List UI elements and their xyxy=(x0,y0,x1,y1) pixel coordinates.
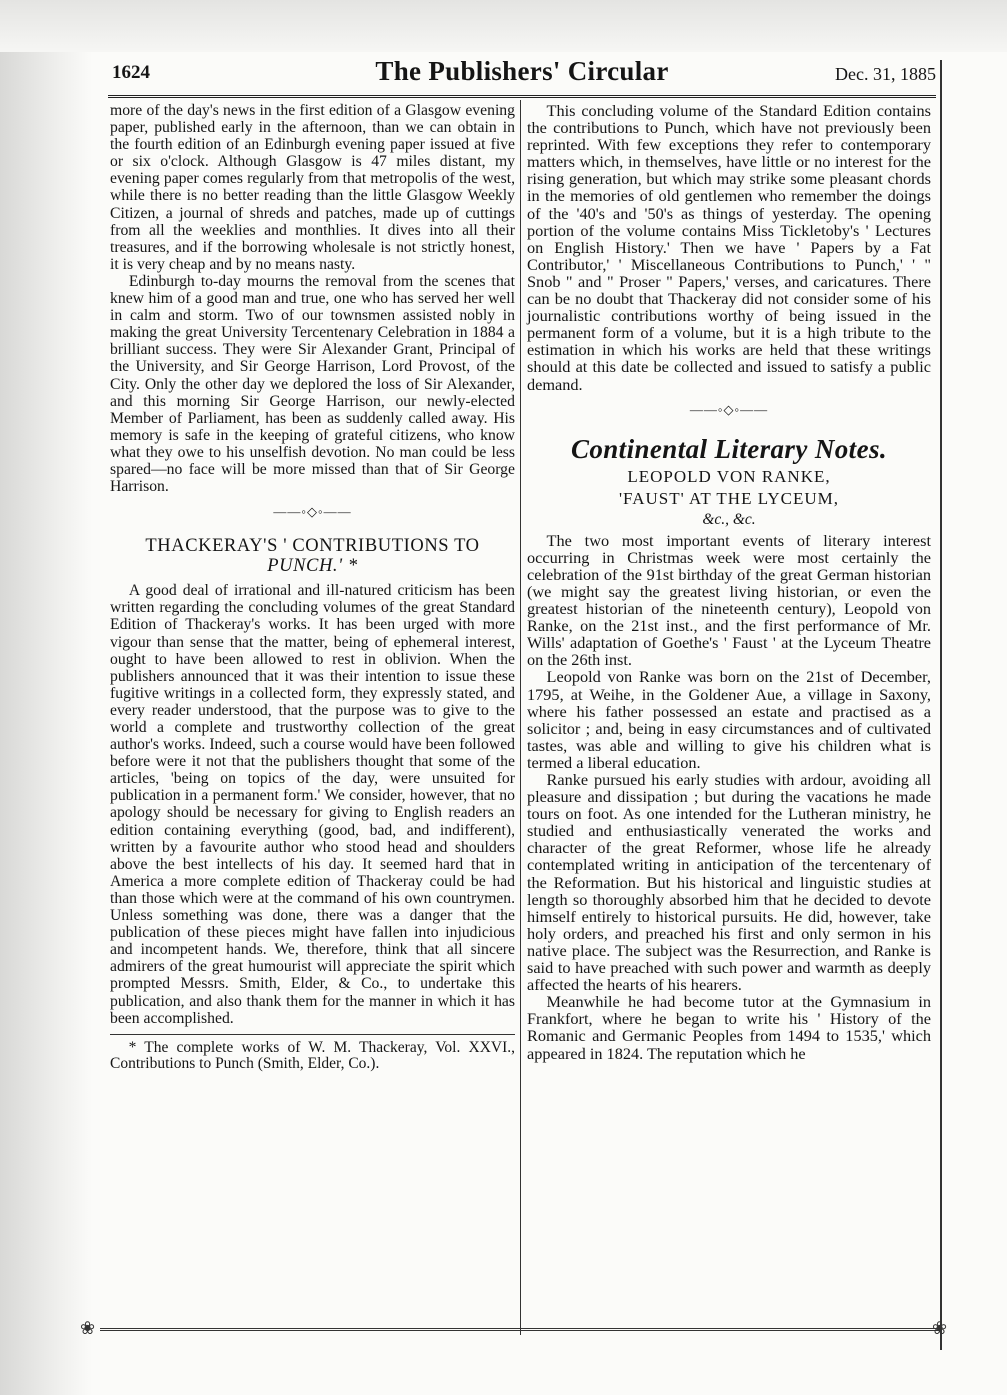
right-column xyxy=(527,102,931,1062)
thackeray-paragraph: A good deal of irrational and ill-natured criticism has been written regarding the concluding volumes of the great Standard Edition of Thackeray's works. It has been urged with more vigour than sense that the matter, being of ephemeral interest, ought to have been allowed to rest in oblivion. When the publishers announced that it was their intention to issue these fugitive writings in a collected form, they expressly stated, and every reader understood, that the purpose was to give to the world a complete and trustworthy collection of the great author's works. Indeed, such a course would have been followed before were it not that the publishers thought that some of the articles, 'being on topics of the day, were unsuited for publication in a permanent form.' We consider, however, that no apology should be necessary for giving to English readers an edition containing everything (good, bad, and indifferent), written by a favourite author who stood head and shoulders above the best intellects of his day. It seemed hard that in America a more complete edition of Thackeray could be had than those which were at the command of his own countrymen. Unless something was done, there was a danger that the publication of these pieces might have fallen into injudicious and incompetent hands. We, therefore, think that all sincere admirers of the great humourist will appreciate the spirit which prompted Messrs. Smith, Elder, & Co., to undertake this publication, and also thank them for the manner in which it has been accomplished. xyxy=(110,582,515,1027)
page-number: 1624 xyxy=(112,62,150,83)
scanned-margin-left xyxy=(0,0,92,1395)
footnote-rule xyxy=(110,1034,515,1035)
continental-notes-title: Continental Literary Notes. xyxy=(570,433,888,464)
ranke-paragraph-3: Ranke pursued his early studies with ardour, avoiding all pleasure and dissipation ; but during the vacations he made tours on foot. As one intended for the Lutheran ministry, he studied and enthusiastically venerated the works and character of the great Reformer, whose life he already contemplated writing in anticipation of the tercentenary of the Reformation. But his historical and linguistic studies at length so thoroughly absorbed him that he decided to devote himself entirely to historical pursuits. He did, however, take holy orders, and preached his first and only sermon in his native place. The subject was the Resurrection, and Ranke is said to have preached with such power and warmth as deeply affected the hearts of his hearers. xyxy=(527,770,931,995)
edinburgh-paragraph-1: more of the day's news in the first edition of a Glasgow evening paper, published early in the afternoon, than we can obtain in the fourth edition of an Edinburgh evening paper issued at five or six o'clock. Although Glasgow is 47 miles distant, my evening paper comes regularly from that metropolis of the west, while there is no better reading than the little Glasgow Weekly Citizen, a journal of shreds and patches, made up of cuttings from all the weeklies and monthlies. It dives into all their treasures, and if the borrowing wholesale is not strictly honest, it is very cheap and by no means nasty. xyxy=(110,102,515,273)
separator-ornament: ——◦◇◦—— xyxy=(273,504,352,520)
issue-date: Dec. 31, 1885 xyxy=(835,64,936,84)
column-divider xyxy=(520,100,521,1335)
corner-ornament-right: ❀ xyxy=(932,1318,948,1338)
scanned-margin-top xyxy=(0,0,1007,52)
separator-ornament: ——◦◇◦—— xyxy=(689,401,769,417)
etc-subhead: &c., &c. xyxy=(702,510,756,528)
bottom-rule xyxy=(100,1328,940,1331)
left-column xyxy=(110,102,515,1073)
right-border-rule xyxy=(940,60,942,1350)
thackeray-section-subtitle: PUNCH.' * xyxy=(267,556,358,577)
corner-ornament-left: ❀ xyxy=(80,1318,96,1338)
ranke-paragraph-2: Leopold von Ranke was born on the 21st of December, 1795, at Weihe, in the Goldener Aue, a village in Saxony, where his father possessed an estate and practised as a solicitor ; and, being in easy circumstances and of cultivated tastes, was able and willing to give his children what is termed a liberal education. xyxy=(527,667,931,772)
faust-subhead: 'FAUST' AT THE LYCEUM, xyxy=(618,488,840,508)
thackeray-section-title: THACKERAY'S ' CONTRIBUTIONS TO xyxy=(145,536,480,557)
edinburgh-paragraph-2: Edinburgh to-day mourns the removal from the scenes that knew him of a good man and true, one who has served her well in calm and storm. Two of our townsmen assisted nobly in making the great University Tercentenary Celebration in 1884 a brilliant success. They were Sir Alexander Grant, Principal of the University, and Sir George Harrison, Lord Provost, of the City. Only the other day we deplored the loss of Sir Alexander, and this morning Sir George Harrison, our newly-elected Member of Parliament, has been as suddenly called away. His memory is safe in the keeping of grateful citizens, who know what they owe to his unselfish devotion. No man could be less spared—no face will be more missed than that of Sir George Harrison. xyxy=(110,272,515,496)
header-rule xyxy=(108,95,936,98)
ranke-subhead: LEOPOLD VON RANKE, xyxy=(627,466,831,486)
ranke-paragraph-1: The two most important events of literary interest occurring in Christmas week were most certainly the celebration of the 91st birthday of the great German historian (we might say the greatest living historian, or even the greatest historian of the nineteenth century), Leopold von Ranke, on the 21st inst., and the first performance of Mr. Wills' adaptation of Goethe's ' Faust ' at the Lyceum Theatre on the 26th inst. xyxy=(527,530,931,670)
page-header xyxy=(108,56,936,92)
ranke-paragraph-4: Meanwhile he had become tutor at the Gymnasium in Frankfort, where he began to write his ' History of the Romanic and Germanic Peoples from 1494 to 1535,' which appeared in 1824. The reputation which he xyxy=(527,992,931,1063)
journal-title: The Publishers' Circular xyxy=(375,56,669,86)
punch-volume-paragraph: This concluding volume of the Standard Edition contains the contributions to Punch, which have not previously been reprinted. With few exceptions they refer to contemporary matters which, in themselves, have little or no interest for the rising generation, but which may strike some pleasant chords in the memories of old gentlemen who remember the doings of the '40's and '50's as things of yesterday. The opening portion of the volume contains Miss Tickletoby's ' Lectures on English History.' Then we have ' Papers by a Fat Contributor,' ' Miscellaneous Contributions to Punch,' ' " Snob " and " Proser " Papers,' verses, and caricatures. There can be no doubt that Thackeray did not consider some of his journalistic contributions worthy of being issued in the permanent form of a volume, but it is a high tribute to the estimation in which his works are held that these writings should at this date be collected and issued to satisfy a public demand. xyxy=(527,101,931,394)
footnote: * The complete works of W. M. Thackeray, Vol. XXVI., Contributions to Punch (Smith, Elder, Co.). xyxy=(110,1038,515,1073)
